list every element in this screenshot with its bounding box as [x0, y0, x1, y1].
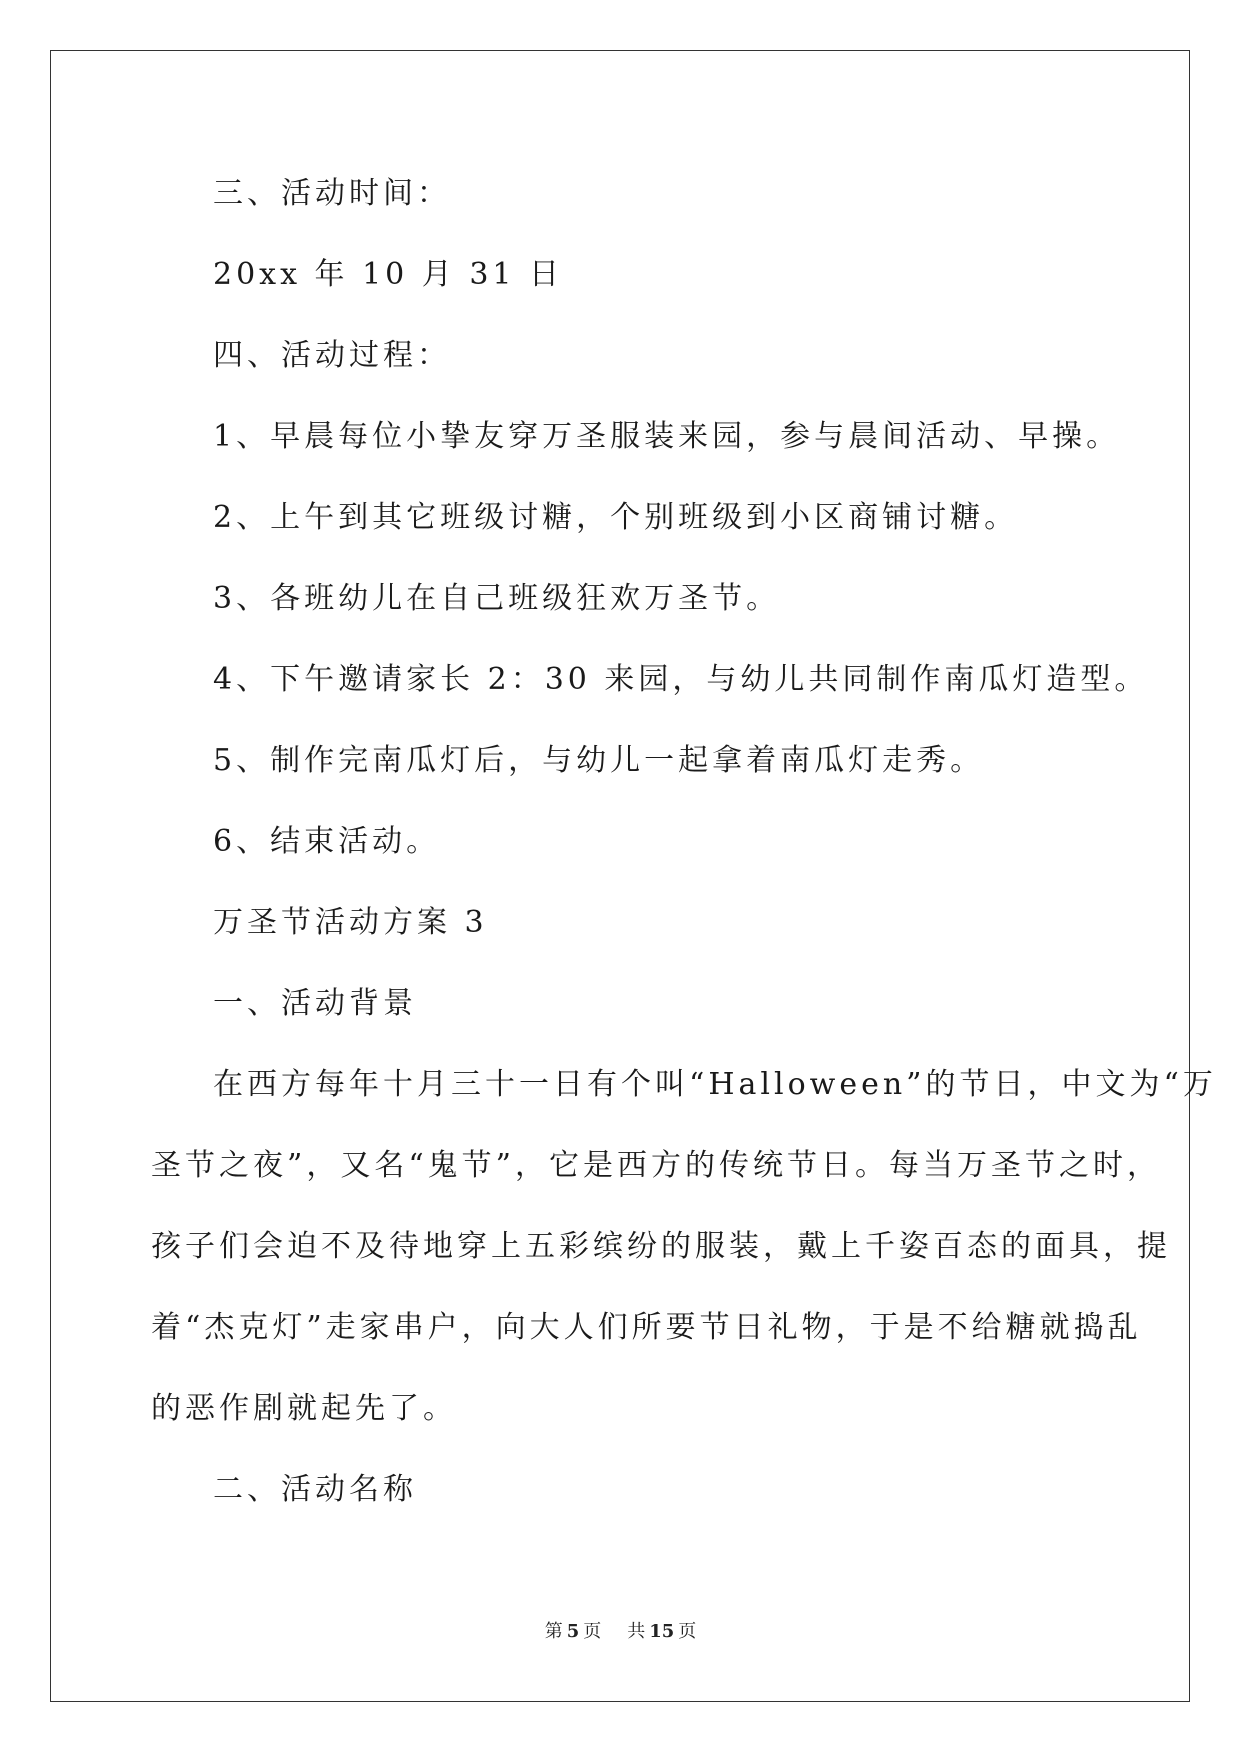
page-prefix: 第 [544, 1621, 563, 1642]
background-paragraph-line: 圣节之夜”，又名“鬼节”，它是西方的传统节日。每当万圣节之时， [151, 1148, 1162, 1183]
step-1: 1、早晨每位小挚友穿万圣服装来园，参与晨间活动、早操。 [213, 419, 1121, 454]
process-heading: 四、活动过程： [213, 338, 451, 373]
page-frame [50, 50, 1190, 1702]
background-paragraph-line: 在西方每年十月三十一日有个叫“Halloween”的节日，中文为“万 [213, 1067, 1217, 1102]
page-number: 5 [566, 1621, 580, 1642]
background-paragraph-line: 孩子们会迫不及待地穿上五彩缤纷的服装，戴上千姿百态的面具，提 [151, 1229, 1171, 1264]
name-heading: 二、活动名称 [213, 1472, 417, 1507]
step-5: 5、制作完南瓜灯后，与幼儿一起拿着南瓜灯走秀。 [213, 743, 985, 778]
step-3: 3、各班幼儿在自己班级狂欢万圣节。 [213, 581, 781, 616]
total-suffix: 页 [678, 1621, 697, 1642]
background-paragraph-line: 的恶作剧就起先了。 [151, 1391, 457, 1426]
page-footer [0, 1620, 1241, 1644]
plan-title: 万圣节活动方案 3 [213, 905, 488, 940]
time-heading: 三、活动时间： [213, 176, 451, 211]
page-suffix: 页 [583, 1621, 602, 1642]
background-heading: 一、活动背景 [213, 986, 417, 1021]
step-4: 4、下午邀请家长 2：30 来园，与幼儿共同制作南瓜灯造型。 [213, 662, 1149, 697]
total-pages: 15 [649, 1621, 675, 1642]
step-2: 2、上午到其它班级讨糖，个别班级到小区商铺讨糖。 [213, 500, 1019, 535]
step-6: 6、结束活动。 [213, 824, 441, 859]
total-prefix: 共 [627, 1621, 646, 1642]
background-paragraph-line: 着“杰克灯”走家串户，向大人们所要节日礼物，于是不给糖就捣乱 [151, 1310, 1142, 1345]
event-date: 20xx 年 10 月 31 日 [213, 257, 564, 292]
